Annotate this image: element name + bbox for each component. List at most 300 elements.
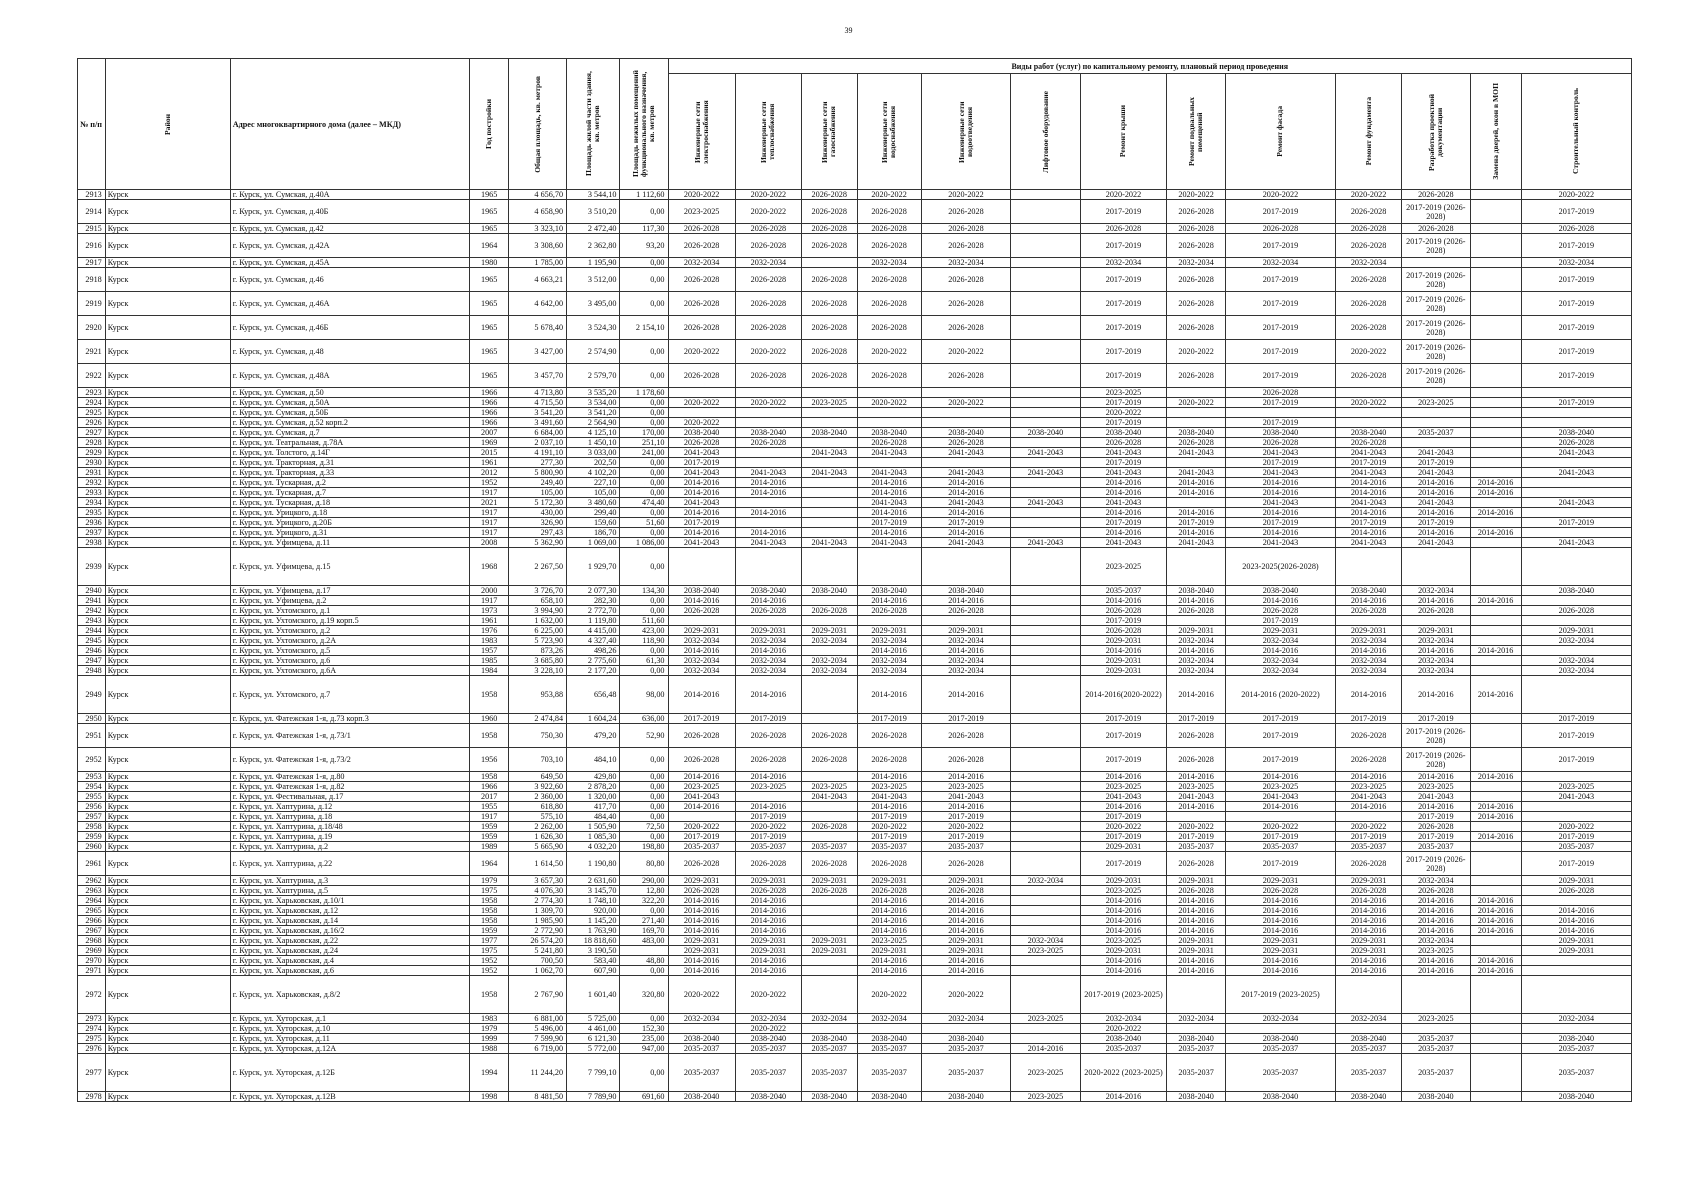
work-period-cell: 2032-2034 — [857, 636, 921, 646]
work-period-cell: 2029-2031 — [857, 946, 921, 956]
work-period-cell: 2029-2031 — [735, 626, 801, 636]
district-cell: Курск — [105, 340, 230, 364]
row-number: 2960 — [78, 842, 106, 852]
district-cell: Курск — [105, 966, 230, 976]
header-work-10: Разработка проектной документации — [1402, 74, 1470, 190]
work-period-cell — [802, 646, 858, 656]
work-period-cell — [1225, 1024, 1335, 1034]
work-period-cell: 2020-2022 — [735, 398, 801, 408]
work-period-cell — [802, 926, 858, 936]
work-period-cell: 2023-2025 — [857, 782, 921, 792]
area-cell: 235,00 — [620, 1034, 668, 1044]
area-cell: 249,40 — [509, 478, 567, 488]
work-period-cell: 2014-2016 — [1080, 1092, 1167, 1102]
work-period-cell — [857, 408, 921, 418]
work-period-cell: 2041-2043 — [1225, 468, 1335, 478]
work-period-cell — [1011, 438, 1080, 448]
district-cell: Курск — [105, 812, 230, 822]
work-period-cell: 2017-2019 — [921, 518, 1011, 528]
year-cell: 1958 — [469, 896, 509, 906]
work-period-cell — [1470, 258, 1521, 268]
work-period-cell — [802, 916, 858, 926]
work-period-cell: 2014-2016 — [1225, 528, 1335, 538]
header-work-2: Инженерные сети газоснабжения — [802, 74, 858, 190]
work-period-cell: 2032-2034 — [1080, 258, 1167, 268]
area-cell: 7 799,10 — [567, 1054, 620, 1092]
work-period-cell: 2029-2031 — [921, 946, 1011, 956]
work-period-cell: 2029-2031 — [1080, 946, 1167, 956]
row-number: 2944 — [78, 626, 106, 636]
row-number: 2948 — [78, 666, 106, 676]
work-period-cell: 2026-2028 — [1521, 224, 1631, 234]
work-period-cell: 2014-2016 — [1167, 528, 1226, 538]
area-cell: 873,26 — [509, 646, 567, 656]
row-number: 2939 — [78, 548, 106, 586]
table-row — [78, 946, 1632, 956]
work-period-cell — [1521, 812, 1631, 822]
area-cell: 4 715,50 — [509, 398, 567, 408]
district-cell: Курск — [105, 538, 230, 548]
work-period-cell: 2038-2040 — [735, 1092, 801, 1102]
year-cell: 1960 — [469, 714, 509, 724]
row-number: 2978 — [78, 1092, 106, 1102]
work-period-cell: 2032-2034 — [857, 656, 921, 666]
work-period-cell — [1521, 896, 1631, 906]
work-period-cell — [802, 478, 858, 488]
work-period-cell — [1402, 388, 1470, 398]
work-period-cell: 2014-2016 — [857, 896, 921, 906]
work-period-cell: 2014-2016 — [1225, 916, 1335, 926]
work-period-cell: 2038-2040 — [735, 586, 801, 596]
work-period-cell: 2023-2025 — [1402, 398, 1470, 408]
area-cell: 52,90 — [620, 724, 668, 748]
area-cell: 4 076,30 — [509, 886, 567, 896]
work-period-cell — [1521, 488, 1631, 498]
work-period-cell: 2020-2022 — [735, 1024, 801, 1034]
area-cell: 750,30 — [509, 724, 567, 748]
work-period-cell: 2041-2043 — [1167, 468, 1226, 478]
area-cell: 1 450,10 — [567, 438, 620, 448]
row-number: 2961 — [78, 852, 106, 876]
work-period-cell — [1011, 782, 1080, 792]
work-period-cell: 2038-2040 — [1521, 1034, 1631, 1044]
year-cell: 1965 — [469, 340, 509, 364]
district-cell: Курск — [105, 886, 230, 896]
work-period-cell — [1402, 548, 1470, 586]
area-cell: 498,26 — [567, 646, 620, 656]
work-period-cell: 2038-2040 — [1335, 1034, 1401, 1044]
work-period-cell — [1011, 478, 1080, 488]
work-period-cell: 2026-2028 — [1167, 852, 1226, 876]
work-period-cell: 2026-2028 — [857, 316, 921, 340]
work-period-cell: 2041-2043 — [857, 468, 921, 478]
work-period-cell — [735, 418, 801, 428]
work-period-cell — [1011, 586, 1080, 596]
work-period-cell — [1011, 488, 1080, 498]
work-period-cell: 2017-2019 — [1225, 832, 1335, 842]
page-number: 39 — [844, 26, 853, 35]
year-cell: 1917 — [469, 812, 509, 822]
work-period-cell: 2032-2034 — [1402, 586, 1470, 596]
work-period-cell: 2014-2016 — [1470, 832, 1521, 842]
work-period-cell: 2035-2037 — [1335, 842, 1401, 852]
district-cell: Курск — [105, 852, 230, 876]
header-work-1: Инженерные сети теплоснабжения — [735, 74, 801, 190]
area-cell: 299,40 — [567, 508, 620, 518]
work-period-cell — [1402, 438, 1470, 448]
table-row — [78, 1044, 1632, 1054]
work-period-cell: 2026-2028 — [1167, 886, 1226, 896]
work-period-cell: 2017-2019 — [1521, 268, 1631, 292]
work-period-cell: 2014-2016 — [735, 896, 801, 906]
row-number: 2917 — [78, 258, 106, 268]
row-number: 2937 — [78, 528, 106, 538]
area-cell: 3 457,70 — [509, 364, 567, 388]
work-period-cell: 2041-2043 — [1402, 448, 1470, 458]
work-period-cell — [1402, 258, 1470, 268]
work-period-cell — [1011, 724, 1080, 748]
work-period-cell: 2026-2028 — [668, 438, 735, 448]
work-period-cell: 2041-2043 — [1335, 792, 1401, 802]
work-period-cell: 2032-2034 — [1521, 1014, 1631, 1024]
work-period-cell — [1470, 428, 1521, 438]
work-period-cell: 2017-2019 (2023-2025) — [1225, 976, 1335, 1014]
work-period-cell: 2029-2031 — [857, 876, 921, 886]
work-period-cell: 2026-2028 — [802, 190, 858, 200]
work-period-cell: 2026-2028 — [668, 224, 735, 234]
district-cell: Курск — [105, 792, 230, 802]
address-cell: г. Курск, ул. Хуторская, д.1 — [230, 1014, 469, 1024]
work-period-cell — [1011, 268, 1080, 292]
work-period-cell — [1167, 616, 1226, 626]
area-cell: 0,00 — [620, 646, 668, 656]
work-period-cell: 2020-2022 — [921, 822, 1011, 832]
work-period-cell: 2017-2019 — [1521, 200, 1631, 224]
work-period-cell: 2035-2037 — [735, 842, 801, 852]
work-period-cell: 2017-2019 — [1080, 316, 1167, 340]
work-period-cell: 2041-2043 — [668, 498, 735, 508]
district-cell: Курск — [105, 876, 230, 886]
area-cell: 0,00 — [620, 258, 668, 268]
area-cell: 0,00 — [620, 268, 668, 292]
work-period-cell: 2017-2019 (2026-2028) — [1402, 268, 1470, 292]
year-cell: 1988 — [469, 1044, 509, 1054]
work-period-cell: 2026-2028 — [857, 234, 921, 258]
work-period-cell — [1470, 1044, 1521, 1054]
work-period-cell: 2029-2031 — [1225, 946, 1335, 956]
header-work-9: Ремонт фундамента — [1335, 74, 1401, 190]
work-period-cell: 2023-2025 — [1080, 782, 1167, 792]
table-row — [78, 666, 1632, 676]
work-period-cell: 2014-2016 — [1470, 802, 1521, 812]
work-period-cell: 2035-2037 — [1335, 1044, 1401, 1054]
work-period-cell: 2035-2037 — [1225, 1044, 1335, 1054]
table-row — [78, 548, 1632, 586]
work-period-cell: 2020-2022 — [921, 976, 1011, 1014]
work-period-cell: 2017-2019 — [1402, 458, 1470, 468]
table-row — [78, 200, 1632, 224]
work-period-cell: 2020-2022 — [1335, 398, 1401, 408]
work-period-cell — [1470, 724, 1521, 748]
row-number: 2945 — [78, 636, 106, 646]
area-cell: 6 881,00 — [509, 1014, 567, 1024]
work-period-cell — [1011, 626, 1080, 636]
work-period-cell: 2041-2043 — [1335, 468, 1401, 478]
area-cell: 417,70 — [567, 802, 620, 812]
work-period-cell: 2014-2016 — [857, 528, 921, 538]
address-cell: г. Курск, ул. Ухтомского, д.5 — [230, 646, 469, 656]
year-cell: 1958 — [469, 676, 509, 714]
district-cell: Курск — [105, 714, 230, 724]
row-number: 2947 — [78, 656, 106, 666]
work-period-cell: 2014-2016 — [921, 802, 1011, 812]
row-number: 2951 — [78, 724, 106, 748]
row-number: 2940 — [78, 586, 106, 596]
year-cell: 1958 — [469, 916, 509, 926]
area-cell: 474,40 — [620, 498, 668, 508]
work-period-cell: 2014-2016 — [735, 906, 801, 916]
work-period-cell: 2023-2025 — [1225, 782, 1335, 792]
work-period-cell: 2017-2019 — [1080, 234, 1167, 258]
work-period-cell: 2041-2043 — [921, 448, 1011, 458]
work-period-cell — [921, 458, 1011, 468]
table-row — [78, 364, 1632, 388]
work-period-cell: 2017-2019 — [1167, 518, 1226, 528]
work-period-cell: 2020-2022 — [735, 976, 801, 1014]
work-period-cell: 2026-2028 — [735, 852, 801, 876]
work-period-cell — [1521, 548, 1631, 586]
area-cell: 1 604,24 — [567, 714, 620, 724]
work-period-cell: 2014-2016 — [1080, 772, 1167, 782]
work-period-cell: 2020-2022 — [857, 190, 921, 200]
work-period-cell: 2014-2016 — [921, 966, 1011, 976]
table-row — [78, 896, 1632, 906]
work-period-cell — [1402, 408, 1470, 418]
header-work-8: Ремонт фасада — [1225, 74, 1335, 190]
address-cell: г. Курск, ул. Сумская, д.48А — [230, 364, 469, 388]
table-row — [78, 340, 1632, 364]
area-cell: 658,10 — [509, 596, 567, 606]
area-cell: 5 362,90 — [509, 538, 567, 548]
address-cell: г. Курск, ул. Уфимцева, д.17 — [230, 586, 469, 596]
address-cell: г. Курск, ул. Хуторская, д.12А — [230, 1044, 469, 1054]
area-cell: 3 535,20 — [567, 388, 620, 398]
work-period-cell: 2038-2040 — [1521, 586, 1631, 596]
row-number: 2971 — [78, 966, 106, 976]
work-period-cell: 2014-2016 — [1225, 772, 1335, 782]
work-period-cell: 2020-2022 — [1080, 1024, 1167, 1034]
year-cell: 1958 — [469, 724, 509, 748]
work-period-cell: 2026-2028 — [735, 292, 801, 316]
work-period-cell: 2038-2040 — [1225, 428, 1335, 438]
work-period-cell: 2023-2025 — [802, 782, 858, 792]
area-cell: 3 190,50 — [567, 946, 620, 956]
row-number: 2928 — [78, 438, 106, 448]
work-period-cell: 2026-2028 — [802, 724, 858, 748]
work-period-cell: 2026-2028 — [735, 886, 801, 896]
work-period-cell: 2029-2031 — [921, 876, 1011, 886]
work-period-cell: 2014-2016 — [1167, 596, 1226, 606]
work-period-cell: 2014-2016 — [1335, 896, 1401, 906]
work-period-cell: 2032-2034 — [1225, 656, 1335, 666]
district-cell: Курск — [105, 508, 230, 518]
work-period-cell: 2029-2031 — [802, 626, 858, 636]
work-period-cell: 2035-2037 — [735, 1044, 801, 1054]
work-period-cell — [1470, 418, 1521, 428]
work-period-cell: 2026-2028 — [735, 364, 801, 388]
area-cell: 2 472,40 — [567, 224, 620, 234]
work-period-cell: 2014-2016 — [1402, 896, 1470, 906]
work-period-cell: 2014-2016 — [1470, 906, 1521, 916]
work-period-cell: 2026-2028 — [921, 748, 1011, 772]
table-row — [78, 418, 1632, 428]
work-period-cell: 2014-2016 — [1402, 508, 1470, 518]
work-period-cell: 2032-2034 — [1167, 656, 1226, 666]
work-period-cell: 2017-2019 — [1402, 714, 1470, 724]
work-period-cell: 2041-2043 — [1335, 448, 1401, 458]
work-period-cell: 2023-2025 — [1011, 1054, 1080, 1092]
district-cell: Курск — [105, 906, 230, 916]
work-period-cell: 2038-2040 — [1335, 428, 1401, 438]
work-period-cell — [921, 388, 1011, 398]
area-cell: 3 495,00 — [567, 292, 620, 316]
work-period-cell: 2017-2019 — [1080, 852, 1167, 876]
work-period-cell: 2032-2034 — [921, 1014, 1011, 1024]
work-period-cell — [735, 792, 801, 802]
table-row — [78, 616, 1632, 626]
work-period-cell: 2032-2034 — [668, 666, 735, 676]
table-row — [78, 1092, 1632, 1102]
work-period-cell: 2017-2019 (2026-2028) — [1402, 316, 1470, 340]
area-cell: 0,00 — [620, 528, 668, 538]
year-cell: 1958 — [469, 976, 509, 1014]
work-period-cell: 2014-2016 — [668, 966, 735, 976]
header-work-3: Инженерные сети водоснабжения — [857, 74, 921, 190]
work-period-cell: 2026-2028 — [1167, 316, 1226, 340]
area-cell: 0,00 — [620, 966, 668, 976]
work-period-cell — [1521, 676, 1631, 714]
work-period-cell — [857, 1024, 921, 1034]
work-period-cell: 2017-2019 — [1225, 292, 1335, 316]
work-period-cell: 2014-2016 — [1470, 916, 1521, 926]
work-period-cell: 2020-2022 — [1167, 190, 1226, 200]
work-period-cell: 2017-2019 — [1225, 268, 1335, 292]
work-period-cell: 2023-2025 — [1335, 782, 1401, 792]
work-period-cell: 2041-2043 — [1402, 498, 1470, 508]
year-cell: 1959 — [469, 832, 509, 842]
address-cell: г. Курск, ул. Харьковская, д.14 — [230, 916, 469, 926]
work-period-cell: 2032-2034 — [1225, 666, 1335, 676]
year-cell: 1966 — [469, 398, 509, 408]
area-cell: 170,00 — [620, 428, 668, 438]
work-period-cell — [1470, 782, 1521, 792]
work-period-cell: 2023-2025 — [1402, 782, 1470, 792]
work-period-cell: 2026-2028 — [1521, 606, 1631, 616]
work-period-cell: 2023-2025 — [1011, 1014, 1080, 1024]
work-period-cell: 2014-2016 — [1335, 596, 1401, 606]
work-period-cell: 2017-2019 — [1080, 340, 1167, 364]
work-period-cell: 2029-2031 — [668, 946, 735, 956]
work-period-cell: 2014-2016 — [735, 802, 801, 812]
work-period-cell: 2026-2028 — [802, 822, 858, 832]
address-cell: г. Курск, ул. Ухтомского, д.6 — [230, 656, 469, 666]
row-number: 2953 — [78, 772, 106, 782]
area-cell: 575,10 — [509, 812, 567, 822]
work-period-cell: 2026-2028 — [668, 234, 735, 258]
work-period-cell: 2017-2019 — [1225, 364, 1335, 388]
work-period-cell — [1470, 606, 1521, 616]
work-period-cell: 2017-2019 — [1080, 616, 1167, 626]
area-cell: 3 994,90 — [509, 606, 567, 616]
work-period-cell: 2020-2022 — [1080, 190, 1167, 200]
district-cell: Курск — [105, 438, 230, 448]
work-period-cell: 2041-2043 — [1167, 448, 1226, 458]
work-period-cell — [1470, 886, 1521, 896]
table-row — [78, 488, 1632, 498]
area-cell: 0,00 — [620, 1054, 668, 1092]
work-period-cell: 2032-2034 — [668, 656, 735, 666]
work-period-cell: 2029-2031 — [1402, 626, 1470, 636]
year-cell: 1994 — [469, 1054, 509, 1092]
work-period-cell: 2020-2022 — [921, 398, 1011, 408]
year-cell: 2000 — [469, 586, 509, 596]
work-period-cell: 2026-2028 — [1335, 292, 1401, 316]
address-cell: г. Курск, ул. Ухтомского, д.1 — [230, 606, 469, 616]
work-period-cell: 2014-2016 — [857, 916, 921, 926]
work-period-cell — [802, 966, 858, 976]
work-period-cell — [668, 388, 735, 398]
area-cell: 0,00 — [620, 398, 668, 408]
year-cell: 1958 — [469, 772, 509, 782]
address-cell: г. Курск, ул. Сумская, д.40Б — [230, 200, 469, 224]
work-period-cell — [1521, 956, 1631, 966]
work-period-cell: 2017-2019 — [1521, 292, 1631, 316]
work-period-cell — [1011, 748, 1080, 772]
table-row — [78, 724, 1632, 748]
work-period-cell: 2041-2043 — [735, 538, 801, 548]
table-row — [78, 518, 1632, 528]
work-period-cell: 2014-2016 — [668, 676, 735, 714]
work-period-cell: 2014-2016 — [1080, 596, 1167, 606]
work-period-cell: 2014-2016 — [1167, 676, 1226, 714]
work-period-cell: 2032-2034 — [802, 1014, 858, 1024]
work-period-cell: 2032-2034 — [802, 656, 858, 666]
district-cell: Курск — [105, 468, 230, 478]
area-cell: 5 496,00 — [509, 1024, 567, 1034]
work-period-cell: 2020-2022 — [668, 340, 735, 364]
year-cell: 2015 — [469, 448, 509, 458]
work-period-cell — [857, 458, 921, 468]
year-cell: 1917 — [469, 518, 509, 528]
work-period-cell: 2014-2016 — [1470, 926, 1521, 936]
work-period-cell: 2029-2031 — [1167, 936, 1226, 946]
work-period-cell — [802, 976, 858, 1014]
work-period-cell — [1470, 822, 1521, 832]
area-cell: 0,00 — [620, 792, 668, 802]
district-cell: Курск — [105, 976, 230, 1014]
work-period-cell: 2035-2037 — [735, 1054, 801, 1092]
area-cell: 0,00 — [620, 832, 668, 842]
work-period-cell: 2014-2016 — [1225, 966, 1335, 976]
table-row — [78, 714, 1632, 724]
work-period-cell: 2032-2034 — [1225, 636, 1335, 646]
area-cell: 0,00 — [620, 906, 668, 916]
work-period-cell — [1521, 772, 1631, 782]
address-cell: г. Курск, ул. Харьковская, д.24 — [230, 946, 469, 956]
work-period-cell — [1011, 316, 1080, 340]
work-period-cell: 2014-2016 — [1402, 478, 1470, 488]
address-cell: г. Курск, ул. Урицкого, д.31 — [230, 528, 469, 538]
